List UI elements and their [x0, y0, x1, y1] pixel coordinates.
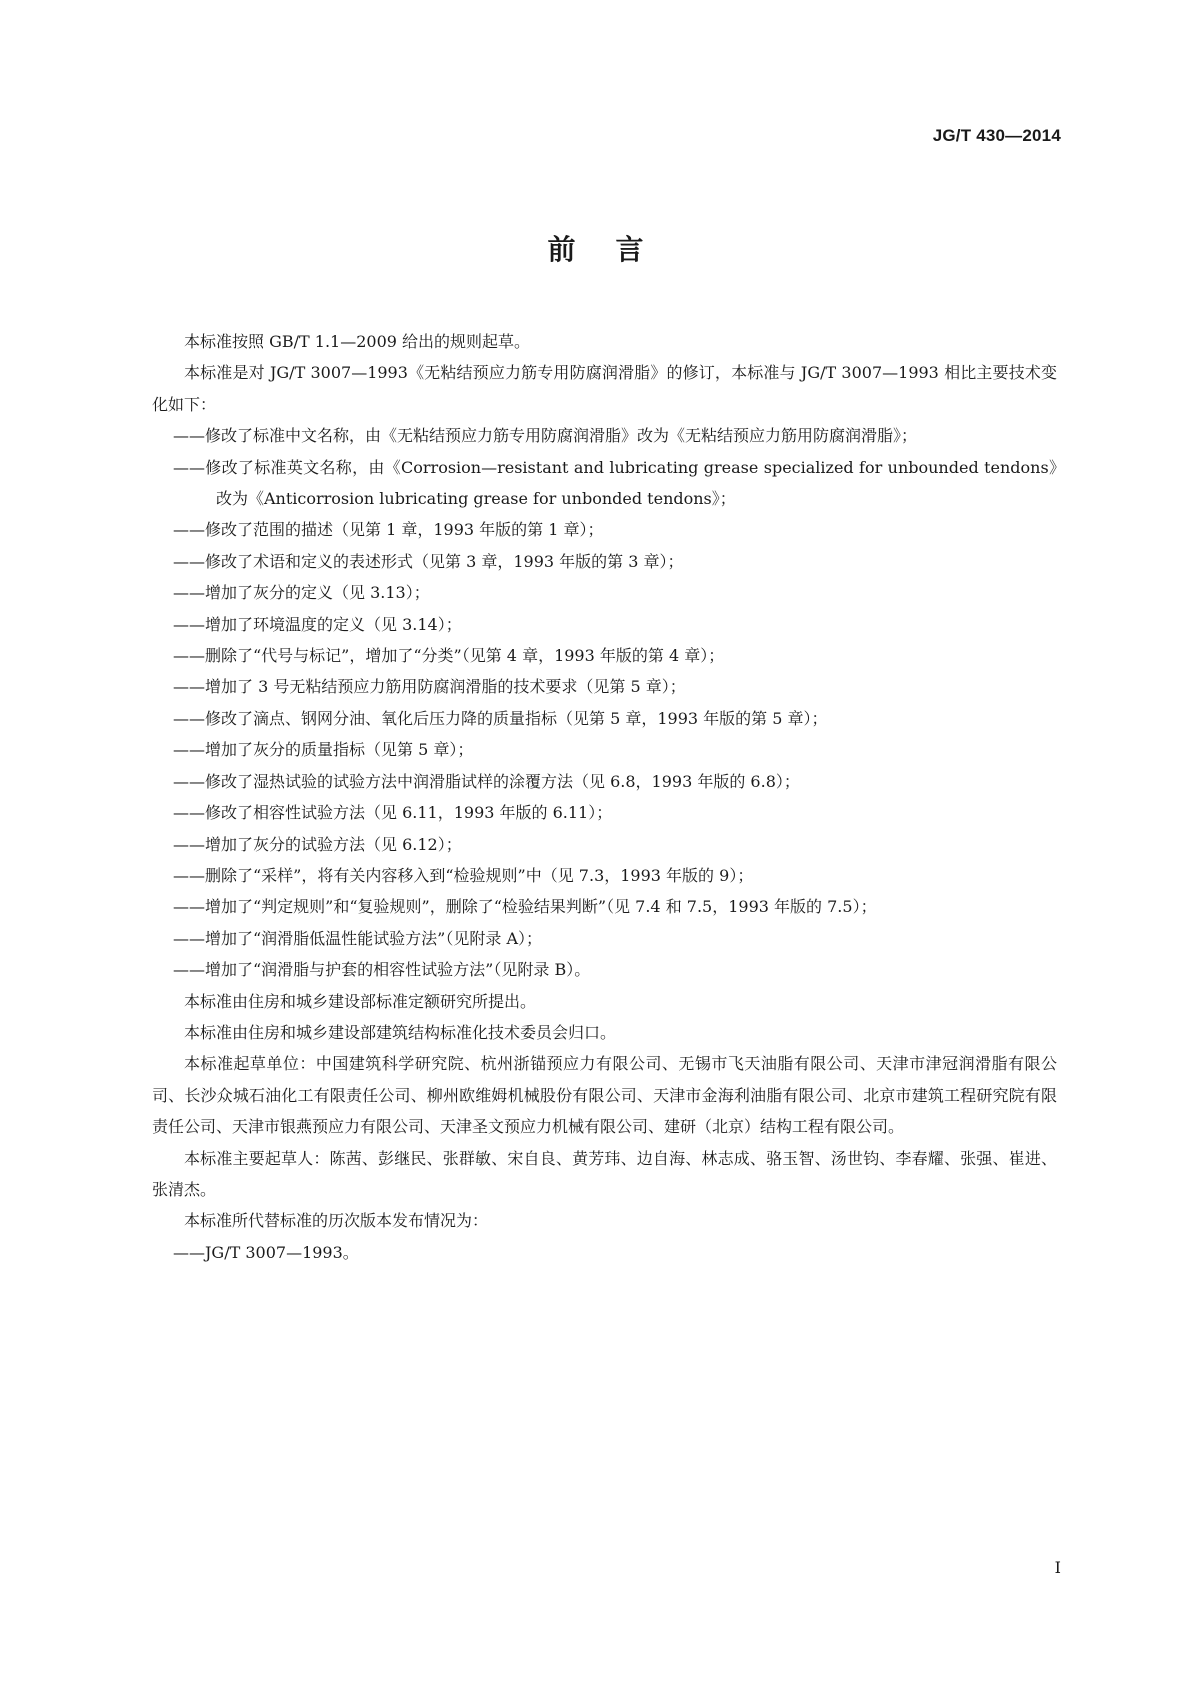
change-item: ——修改了相容性试验方法（见 6.11，1993 年版的 6.11）； [173, 803, 613, 823]
standard-code: JG/T 430—2014 [932, 126, 1061, 145]
paragraph-under-jurisdiction: 本标准由住房和城乡建设部建筑结构标准化技术委员会归口。 [184, 1022, 617, 1042]
change-item: ——修改了湿热试验的试验方法中润滑脂试样的涂覆方法（见 6.8，1993 年版的 6.8）； [173, 771, 800, 791]
change-item: ——增加了“润滑脂与护套的相容性试验方法”（见附录 B）。 [173, 960, 591, 980]
change-item: ——删除了“代号与标记”，增加了“分类”（见第 4 章，1993 年版的第 4 章）； [173, 646, 725, 666]
change-item: ——修改了标准中文名称，由《无粘结预应力筋专用防腐润滑脂》改为《无粘结预应力筋用防腐润滑脂》； [173, 426, 918, 446]
paragraph-proposed-by: 本标准由住房和城乡建设部标准定额研究所提出。 [184, 991, 537, 1011]
paragraph-previous-versions-intro: 本标准所代替标准的历次版本发布情况为： [184, 1211, 489, 1231]
change-item: ——增加了“润滑脂低温性能试验方法”（见附录 A）； [173, 928, 543, 948]
change-item: ——增加了环境温度的定义（见 3.14）； [173, 614, 462, 634]
previous-version-item: ——JG/T 3007—1993。 [173, 1242, 359, 1262]
foreword-body [152, 326, 1057, 1268]
paragraph-revision-intro: 本标准是对 JG/T 3007—1993《无粘结预应力筋专用防腐润滑脂》的修订，本标准与 JG/T 3007—1993 相比主要技术变化如下： [152, 363, 1057, 414]
change-item: ——增加了“判定规则”和“复验规则”，删除了“检验结果判断”（见 7.4 和 7.5，1993 年版的 7.5）； [173, 897, 877, 917]
change-item: ——修改了标准英文名称，由《Corrosion—resistant and lubricating grease specialized for unbounded tendons》改为《Anticorrosion lubricating grease for unbonded tendons》； [173, 457, 1057, 509]
change-item: ——增加了灰分的定义（见 3.13）； [173, 583, 430, 603]
paragraph-drafting-rules: 本标准按照 GB/T 1.1—2009 给出的规则起草。 [184, 332, 531, 351]
page-number: I [1054, 1558, 1061, 1577]
change-item: ——增加了 3 号无粘结预应力筋用防腐润滑脂的技术要求（见第 5 章）； [173, 677, 686, 697]
page-title: 前言 [547, 233, 684, 266]
change-item: ——修改了范围的描述（见第 1 章，1993 年版的第 1 章）； [173, 520, 604, 540]
change-item: ——修改了术语和定义的表述形式（见第 3 章，1993 年版的第 3 章）； [173, 551, 684, 571]
change-item: ——增加了灰分的质量指标（见第 5 章）； [173, 740, 474, 760]
change-item: ——删除了“采样”，将有关内容移入到“检验规则”中（见 7.3，1993 年版的 9）； [173, 865, 754, 885]
change-item: ——修改了滴点、钢网分油、氧化后压力降的质量指标（见第 5 章，1993 年版的第 5 章）； [173, 708, 828, 728]
paragraph-drafting-units: 本标准起草单位：中国建筑科学研究院、杭州浙锚预应力有限公司、无锡市飞天油脂有限公司、天津市津冠润滑脂有限公司、长沙众城石油化工有限责任公司、柳州欧维姆机械股份有限公司、天津市金海利油脂有限公司、北京市建筑工程研究院有限责任公司、天津市银燕预应力有限公司、天津圣文预应力机械有限公司、建研（北京）结构工程有限公司。 [152, 1054, 1057, 1137]
change-item: ——增加了灰分的试验方法（见 6.12）； [173, 834, 462, 854]
paragraph-main-drafters: 本标准主要起草人：陈茜、彭继民、张群敏、宋自良、黄芳玮、边自海、林志成、骆玉智、汤世钧、李春耀、张强、崔进、张清杰。 [152, 1148, 1057, 1199]
